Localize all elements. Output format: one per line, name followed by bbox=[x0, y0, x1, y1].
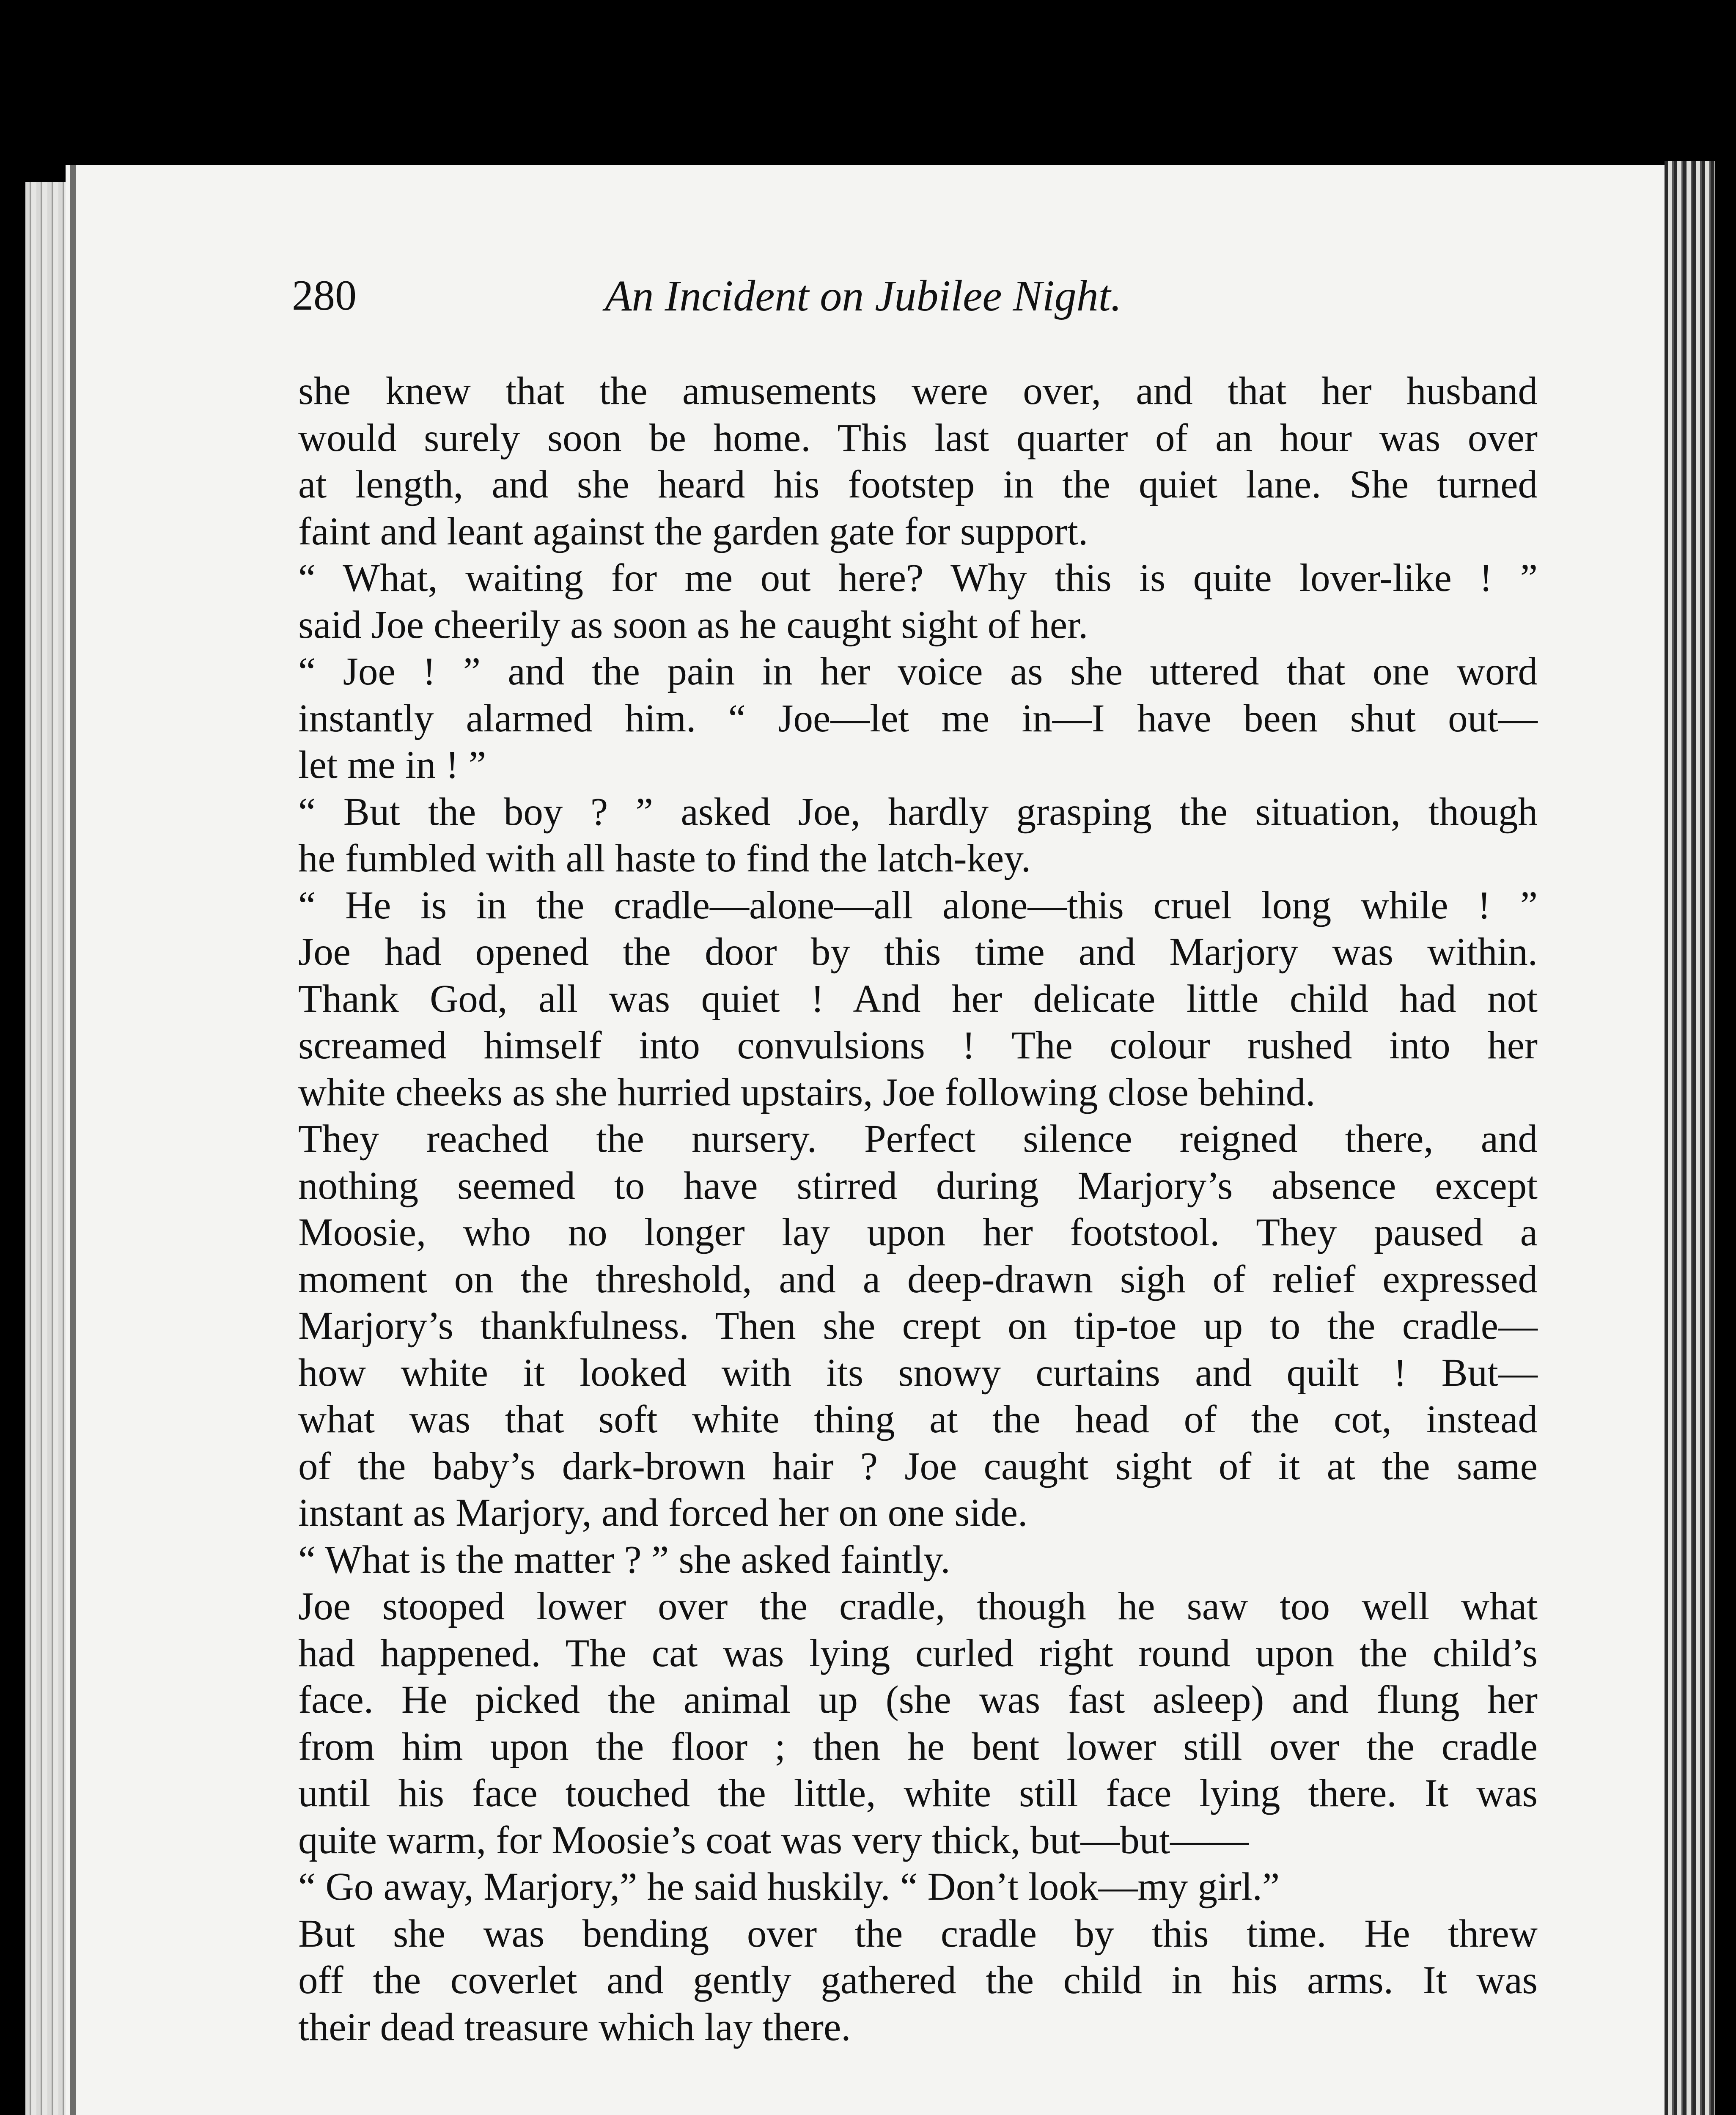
running-head: An Incident on Jubilee Night. bbox=[605, 272, 1122, 320]
text-line: quite warm, for Moosie’s coat was very thick, but—but—— bbox=[298, 1818, 1249, 1862]
text-line: Thank God, all was quiet ! And her delicate little child had not bbox=[298, 977, 1538, 1021]
page-number: 280 bbox=[292, 272, 357, 319]
text-line: would surely soon be home. This last quarter of an hour was over bbox=[298, 416, 1538, 460]
page-binding-line bbox=[70, 165, 76, 2115]
text-line: off the coverlet and gently gathered the child in his arms. It was bbox=[298, 1958, 1538, 2002]
text-line: let me in ! ” bbox=[298, 743, 486, 787]
text-line: of the baby’s dark-brown hair ? Joe caught sight of it at the same bbox=[298, 1444, 1538, 1488]
text-line: at length, and she heard his footstep in the quiet lane. She turned bbox=[298, 463, 1538, 506]
text-line: “ What is the matter ? ” she asked faintly. bbox=[298, 1538, 950, 1582]
text-line: face. He picked the animal up (she was fast asleep) and flung her bbox=[298, 1678, 1538, 1722]
text-line: she knew that the amusements were over, and that her husband bbox=[298, 369, 1538, 413]
body-text bbox=[298, 368, 1538, 2051]
text-line: instant as Marjory, and forced her on one side. bbox=[298, 1491, 1028, 1535]
text-line: screamed himself into convulsions ! The colour rushed into her bbox=[298, 1024, 1538, 1067]
text-line: But she was bending over the cradle by this time. He threw bbox=[298, 1912, 1538, 1956]
text-line: until his face touched the little, white still face lying there. It was bbox=[298, 1772, 1538, 1815]
text-line: Marjory’s thankfulness. Then she crept on tip-toe up to the cradle— bbox=[298, 1304, 1538, 1348]
text-line: how white it looked with its snowy curtains and quilt ! But— bbox=[298, 1351, 1538, 1395]
page-fore-edge bbox=[1665, 161, 1715, 2115]
text-line: faint and leant against the garden gate for support. bbox=[298, 509, 1088, 553]
text-line: “ He is in the cradle—alone—all alone—this cruel long while ! ” bbox=[298, 883, 1538, 927]
text-line: “ But the boy ? ” asked Joe, hardly grasping the situation, though bbox=[298, 790, 1538, 834]
text-line: had happened. The cat was lying curled right round upon the child’s bbox=[298, 1631, 1538, 1675]
text-line: moment on the threshold, and a deep-drawn sigh of relief expressed bbox=[298, 1257, 1538, 1301]
text-line: nothing seemed to have stirred during Marjory’s absence except bbox=[298, 1164, 1538, 1208]
text-line: “ Joe ! ” and the pain in her voice as she uttered that one word bbox=[298, 650, 1538, 693]
text-line: white cheeks as she hurried upstairs, Joe following close behind. bbox=[298, 1070, 1316, 1114]
text-line: instantly alarmed him. “ Joe—let me in—I have been shut out— bbox=[298, 696, 1538, 740]
page-header bbox=[292, 271, 1540, 338]
text-line: he fumbled with all haste to find the latch-key. bbox=[298, 837, 1031, 880]
text-line: said Joe cheerily as soon as he caught sight of her. bbox=[298, 603, 1088, 647]
text-line: Moosie, who no longer lay upon her footstool. They paused a bbox=[298, 1211, 1538, 1254]
text-line: Joe stooped lower over the cradle, though he saw too well what bbox=[298, 1585, 1538, 1628]
text-line: “ Go away, Marjory,” he said huskily. “ Don’t look—my girl.” bbox=[298, 1865, 1280, 1909]
text-line: “ What, waiting for me out here? Why this is quite lover-like ! ” bbox=[298, 556, 1538, 600]
book-gutter-edge bbox=[25, 182, 66, 2115]
text-line: from him upon the floor ; then he bent lower still over the cradle bbox=[298, 1725, 1538, 1769]
text-line: They reached the nursery. Perfect silence reigned there, and bbox=[298, 1117, 1538, 1161]
text-line: Joe had opened the door by this time and Marjory was within. bbox=[298, 930, 1538, 974]
text-line: what was that soft white thing at the head of the cot, instead bbox=[298, 1398, 1538, 1441]
text-line: their dead treasure which lay there. bbox=[298, 2005, 851, 2049]
